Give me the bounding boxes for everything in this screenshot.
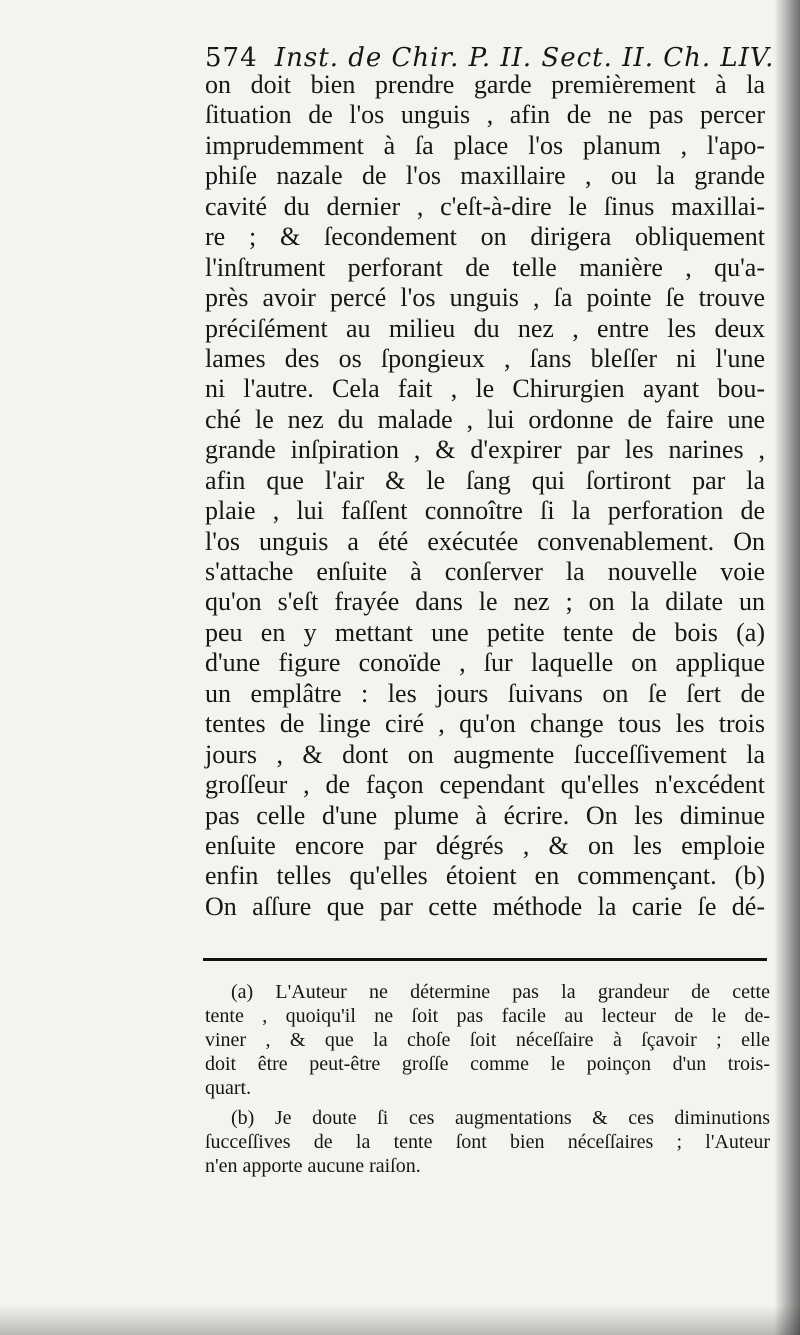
body-line: lames des os ſpongieux , ſans bleſſer ni l'une	[205, 343, 765, 373]
body-line: l'os unguis a été exécutée convenablement. On	[205, 526, 765, 556]
footnotes	[205, 980, 770, 1178]
body-line: s'attache enſuite à conſerver la nouvelle voie	[205, 557, 765, 586]
body-line: enſuite encore par dégrés , & on les emploie	[205, 830, 765, 860]
body-line: d'une figure conoïde , ſur laquelle on applique	[205, 648, 765, 678]
body-line: grande inſpiration , & d'expirer par les narines ,	[205, 435, 765, 465]
footnote-line: n'en apporte aucune raiſon.	[205, 1155, 421, 1177]
page-edge-shadow	[774, 0, 800, 1335]
footnote-line: (b) Je doute ſi ces augmentations & ces diminutions	[231, 1107, 770, 1129]
body-line: qu'on s'eſt frayée dans le nez ; on la dilate un	[205, 587, 765, 617]
body-line: l'inſtrument perforant de telle manière , qu'a-	[205, 252, 765, 282]
body-line: cavité du dernier , c'eſt-à-dire le ſinus maxillai-	[205, 191, 765, 221]
body-line: jours , & dont on augmente ſucceſſivement la	[205, 739, 765, 769]
body-line: près avoir percé l'os unguis , ſa pointe ſe trouve	[205, 283, 765, 313]
body-line: peu en y mettant une petite tente de bois (a)	[205, 617, 765, 647]
body-line: groſſeur , de façon cependant qu'elles n'excédent	[205, 770, 765, 800]
body-line: ché le nez du malade , lui ordonne de faire une	[205, 404, 765, 434]
body-line: tentes de linge ciré , qu'on change tous les trois	[205, 709, 765, 739]
footnote-line: quart.	[205, 1077, 252, 1099]
body-line: re ; & ſecondement on dirigera obliquement	[205, 222, 765, 252]
body-line: enfin telles qu'elles étoient en commençant. (b)	[205, 861, 765, 891]
body-line: un emplâtre : les jours ſuivans on ſe ſert de	[205, 678, 765, 708]
footnote-line: doit être peut-être groſſe comme le poinçon d'un trois-	[205, 1053, 770, 1075]
footnote-line: ſucceſſives de la tente ſont bien néceſſaires ; l'Auteur	[205, 1131, 770, 1153]
page-bottom-shadow	[0, 1305, 800, 1335]
body-text	[205, 70, 765, 922]
body-line: ſituation de l'os unguis , afin de ne pas percer	[205, 100, 765, 130]
footnote-line: tente , quoiqu'il ne ſoit pas facile au lecteur de le de-	[205, 1005, 770, 1027]
body-line: on doit bien prendre garde premièrement à la	[205, 70, 765, 99]
footnote-line: (a) L'Auteur ne détermine pas la grandeur de cette	[231, 981, 770, 1003]
body-line: ni l'autre. Cela fait , le Chirurgien ayant bou-	[205, 374, 765, 404]
body-line: afin que l'air & le ſang qui ſortiront par la	[205, 465, 765, 495]
page-number: 574	[205, 43, 258, 73]
running-head-title: Inst. de Chir. P. II. Sect. II. Ch. LIV.	[274, 43, 775, 73]
footnote-rule	[203, 958, 767, 961]
body-line: imprudemment à ſa place l'os planum , l'apo-	[205, 130, 765, 160]
body-line: préciſément au milieu du nez , entre les deux	[205, 313, 765, 343]
footnote-line: viner , & que la choſe ſoit néceſſaire à ſçavoir ; elle	[205, 1029, 770, 1051]
body-line: plaie , lui faſſent connoître ſi la perforation de	[205, 496, 765, 526]
body-line: On aſſure que par cette méthode la carie ſe dé-	[205, 891, 765, 921]
body-line: pas celle d'une plume à écrire. On les diminue	[205, 800, 765, 830]
body-line: phiſe nazale de l'os maxillaire , ou la grande	[205, 161, 765, 191]
